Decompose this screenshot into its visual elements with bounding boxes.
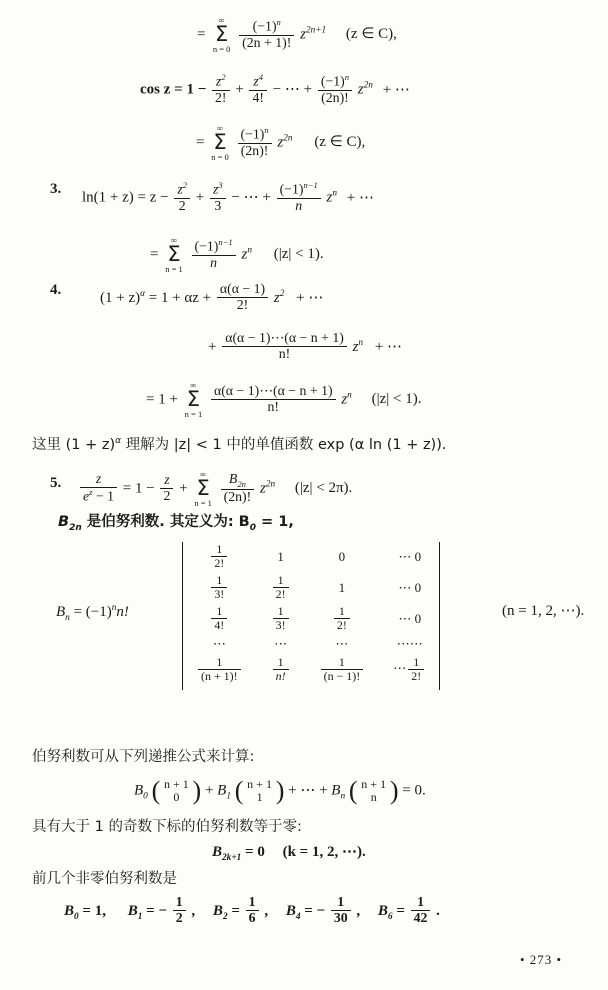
fraction: $\frac{1}{2}$	[173, 895, 186, 926]
item-3-number: 3.	[50, 181, 62, 197]
summation-symbol: ∞ Σ n = 1	[194, 468, 212, 509]
first-values-text: 前几个非零伯努利数是	[32, 871, 177, 887]
formula-binomial-expansion: $(1 + z)^\alpha = 1 + \alpha z$ + $\frac{\alpha(\alpha - 1)}{2!}$ $z^2$ + ⋯	[100, 281, 324, 313]
paren-close: )	[275, 776, 285, 806]
formula-bernoulli-generating-function: $\frac{z}{e^z - 1}$ = 1 − $\frac{z}{2}$ + ∞ Σ n = 1 $\frac{B_{2n}}{(2n)!}$ $z^{2n}$ (|z| < 2π).	[78, 470, 352, 508]
recurrence-intro-text: 伯努利数可从下列递推公式来计算:	[32, 749, 255, 765]
fraction: $\frac{(-1)^n}{(2n)!}$	[238, 126, 272, 158]
fraction: $\frac{\alpha(\alpha - 1)}{2!}$	[217, 282, 268, 313]
formula-log-series-sum: = ∞ Σ n = 1 $\frac{(-1)^{n-1}}{n}$ $z^n$ (|z| < 1).	[150, 234, 324, 275]
summation-symbol: ∞ Σ n = 1	[165, 234, 183, 275]
formula-odd-bernoulli-zero: $B_{2k+1} = 0$ (k = 1, 2, ⋯).	[212, 844, 366, 863]
page-number: • 273 •	[520, 952, 563, 967]
paren-close: )	[192, 776, 202, 806]
paren-close: )	[389, 776, 399, 806]
fraction: $\frac{z}{e^z - 1}$	[80, 472, 117, 504]
paren-open: (	[234, 776, 244, 806]
equals-sign: =	[196, 26, 207, 43]
fraction: $\frac{z}{2}$	[160, 473, 173, 504]
fraction: $\frac{(-1)^n}{(2n + 1)!}$	[239, 18, 294, 50]
fraction: $\frac{1}{30}$	[331, 895, 351, 926]
note-principal-branch: 这里 $(1 + z)^\alpha$ 理解为 |z| < 1 中的单值函数 exp (α ln (1 + z)).	[32, 436, 447, 453]
table-row: $\frac{1}{2!}$ 1 0 ⋯ 0	[182, 542, 440, 573]
binomial-coefficient: n + 1 1	[247, 777, 272, 805]
odd-index-text: 具有大于 1 的奇数下标的伯努利数等于零:	[32, 819, 302, 835]
fraction: $\frac{(-1)^{n-1}}{n}$	[192, 238, 236, 270]
bernoulli-determinant-matrix	[182, 542, 440, 685]
fraction: $\frac{B_{2n}}{(2n)!}$	[221, 472, 255, 505]
formula-log-expansion: ln(1 + z) = z − $\frac{z^2}{2}$ + $\frac{z^3}{3}$ − ⋯ + $\frac{(-1)^{n-1}}{n}$ $z^n$ + ⋯	[82, 180, 374, 213]
determinant-table	[182, 542, 440, 685]
domain-condition: (z ∈ C),	[314, 134, 366, 151]
formula-bernoulli-recurrence: $B_0$ ( n + 1 0 ) + $B_1$ ( n + 1 1 ) + ⋯ + $B_n$ ( n + 1 n ) = 0.	[134, 776, 426, 806]
paren-open: (	[348, 776, 358, 806]
domain-condition: (|z| < 2π).	[294, 480, 353, 497]
summation-symbol: ∞ Σ n = 1	[184, 379, 203, 420]
formula-cos-series-sum: = ∞ Σ n = 0 $\frac{(-1)^n}{(2n)!}$ $z^{2n}$ (z ∈ C),	[196, 122, 366, 163]
paren-open: (	[151, 776, 161, 806]
bernoulli-determinant-lhs: $B_n = (-1)^nn$!	[56, 603, 129, 623]
bernoulli-definition-text: $B_{2n}$ 是伯努利数. 其定义为: $B_0 = 1$,	[58, 514, 294, 533]
fraction: $\frac{z^4}{4!}$	[249, 73, 267, 105]
formula-first-bernoulli-values: $B_0 = 1$, $B_1$ = − $\frac{1}{2}$ , $B_2$ = $\frac{1}{6}$ , $B_4$ = − $\frac{1}{30}$ , $B_6$ = $\frac{1}{42}$ .	[64, 894, 440, 926]
formula-sin-series-sum: = ∞ Σ n = 0 $\frac{(-1)^n}{(2n + 1)!}$ $z^{2n+1}$ (z ∈ C),	[196, 14, 397, 55]
item-4-number: 4.	[50, 282, 62, 298]
domain-condition: (|z| < 1).	[371, 391, 422, 408]
summation-symbol: ∞ Σ n = 0	[211, 122, 229, 163]
table-row: ⋯ ⋯ ⋯ ⋯⋯	[212, 636, 423, 652]
binomial-coefficient: n + 1 n	[361, 777, 387, 805]
fraction: $\frac{z^2}{2!}$	[212, 73, 230, 105]
summation-symbol: ∞ Σ n = 0	[212, 14, 231, 55]
table-row: $\frac{1}{3!}$ $\frac{1}{2!}$ 1 ⋯ 0	[182, 573, 440, 604]
domain-condition: (|z| < 1).	[273, 246, 324, 263]
fraction: $\frac{\alpha(\alpha - 1)\cdots(\alpha - n + 1)}{n!}$	[222, 331, 347, 362]
binomial-coefficient: n + 1 0	[164, 777, 189, 805]
formula-binomial-series-sum: = 1 + ∞ Σ n = 1 $\frac{\alpha(\alpha - 1)\cdots(\alpha - n + 1)}{n!}$ $z^n$ (|z| < 1).	[146, 379, 422, 420]
fraction: $\frac{z^2}{2}$	[174, 181, 190, 213]
formula-binomial-general-term: + $\frac{\alpha(\alpha - 1)\cdots(\alpha - n + 1)}{n!}$ $z^n$ + ⋯	[208, 330, 403, 362]
determinant-right-bar	[439, 542, 440, 690]
fraction: $\frac{z^3}{3}$	[210, 181, 226, 213]
fraction: $\frac{1}{42}$	[411, 895, 431, 926]
formula-cos-expansion: cos z = 1 − $\frac{z^2}{2!}$ + $\frac{z^4}{4!}$ − ⋯ + $\frac{(-1)^n}{(2n)!}$ $z^{2n}$ + ⋯	[140, 72, 410, 105]
fraction: $\frac{(-1)^n}{(2n)!}$	[318, 73, 352, 105]
table-row: $\frac{1}{(n + 1)!}$ $\frac{1}{n!}$ $\frac{1}{(n - 1)!}$ ⋯ $\frac{1}{2!}$	[182, 654, 440, 685]
fraction: $\frac{(-1)^{n-1}}{n}$	[277, 181, 321, 213]
determinant-left-bar	[182, 542, 183, 690]
domain-condition: (z ∈ C),	[345, 26, 397, 43]
item-5-number: 5.	[50, 475, 62, 491]
determinant-index-condition: (n = 1, 2, ⋯).	[502, 603, 585, 619]
fraction: $\frac{\alpha(\alpha - 1)\cdots(\alpha - n + 1)}{n!}$	[211, 384, 336, 415]
fraction: $\frac{1}{6}$	[246, 895, 259, 926]
table-row: $\frac{1}{4!}$ $\frac{1}{3!}$ $\frac{1}{2!}$ ⋯ 0	[182, 604, 440, 635]
